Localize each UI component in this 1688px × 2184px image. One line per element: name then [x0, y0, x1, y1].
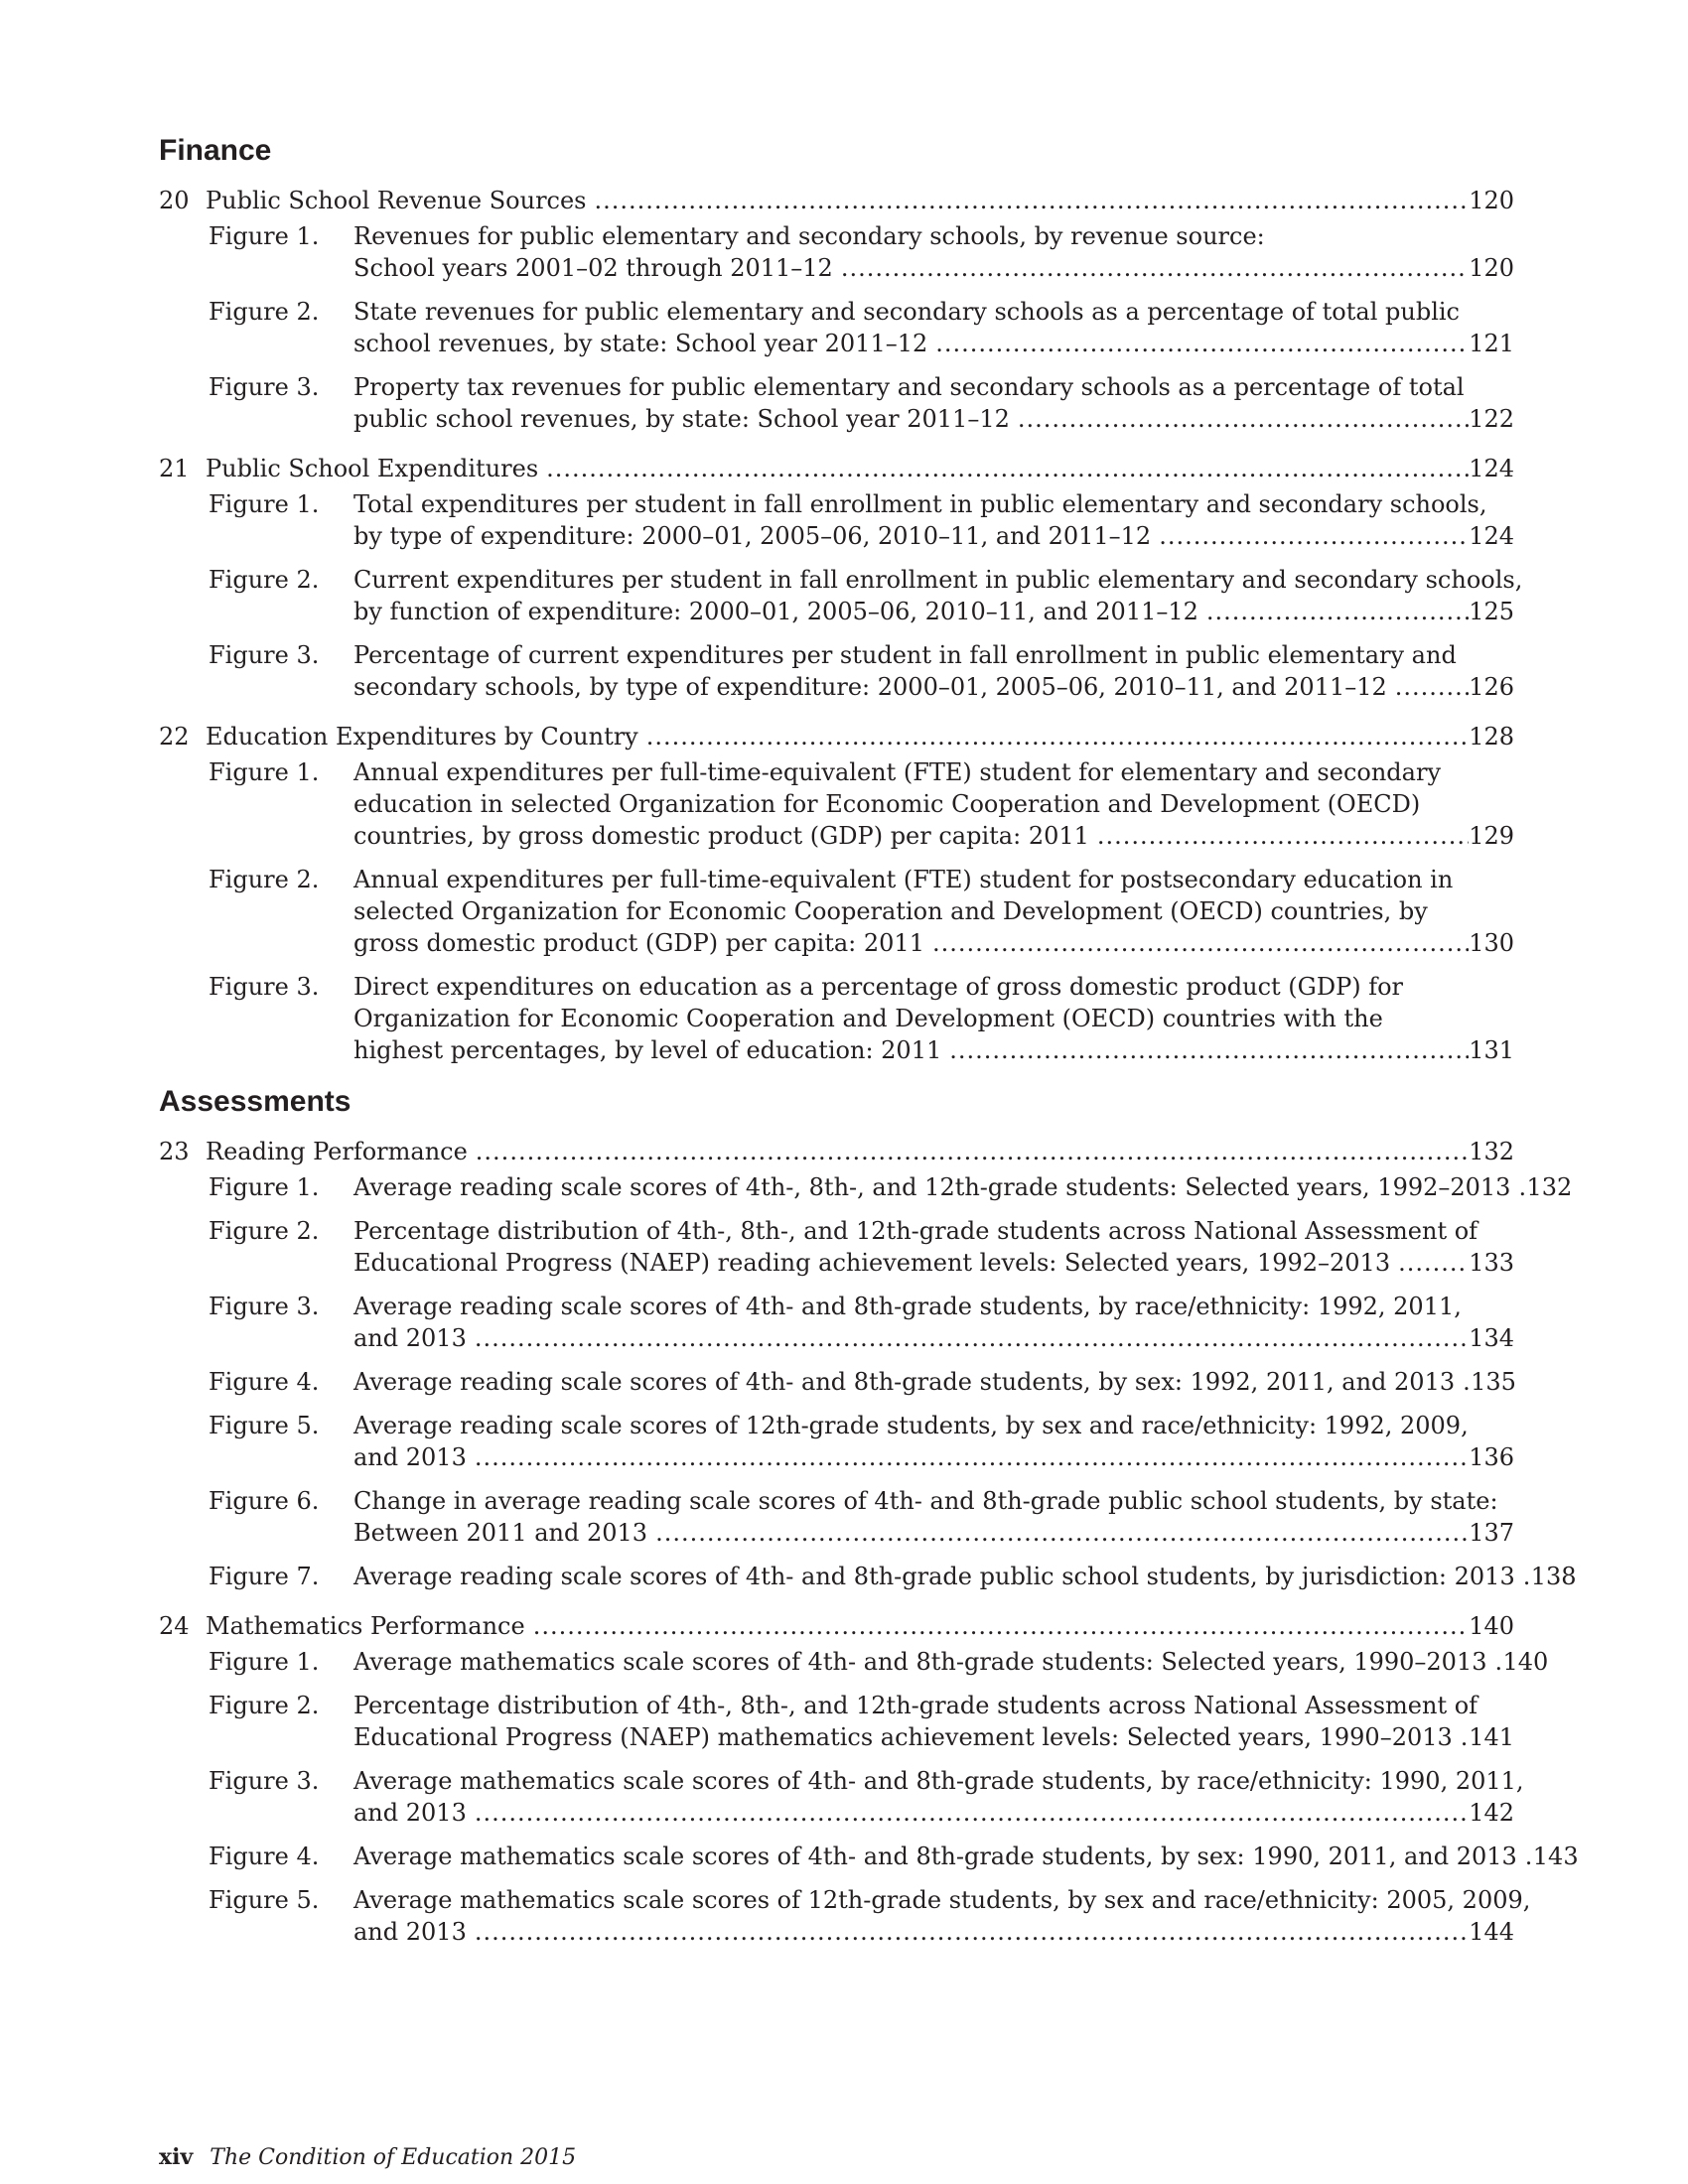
- figure-caption: [353, 1646, 1549, 1678]
- page-number[interactable]: 135: [1471, 1368, 1516, 1396]
- indicator-title[interactable]: Education Expenditures by Country: [206, 723, 638, 751]
- figure-caption: [353, 371, 1514, 435]
- dot-leader: [525, 1606, 1470, 1646]
- figure-entry[interactable]: [159, 1291, 1514, 1354]
- figure-caption: [353, 1561, 1577, 1592]
- page-number[interactable]: 131: [1469, 1036, 1514, 1064]
- figure-label: Figure 5.: [209, 1886, 320, 1914]
- figure-caption-line: Organization for Economic Cooperation and Development (OECD) countries with the: [353, 1005, 1383, 1032]
- figure-label: Figure 7.: [209, 1563, 320, 1590]
- page-number[interactable]: 137: [1469, 1519, 1514, 1547]
- figure-caption-line: selected Organization for Economic Cooperation and Development (OECD) countries, by: [353, 897, 1428, 925]
- figure-label: Figure 2.: [209, 298, 320, 326]
- figure-label: Figure 3.: [209, 373, 320, 401]
- figure-caption-line: Average reading scale scores of 4th- and 8th-grade public school students, by jurisdiction: 2013: [353, 1563, 1515, 1590]
- figure-entry[interactable]: [159, 488, 1514, 552]
- figure-caption: [353, 296, 1514, 359]
- figure-caption-line: and 2013: [353, 1324, 467, 1352]
- figure-caption-line: countries, by gross domestic product (GDP) per capita: 2011: [353, 822, 1089, 850]
- figure-caption-line: and 2013: [353, 1799, 467, 1827]
- dot-leader: [1198, 596, 1469, 627]
- indicator-number: 20: [159, 187, 190, 214]
- figure-caption-last-line: [353, 820, 1514, 852]
- figure-caption-line: and 2013: [353, 1918, 467, 1946]
- page-number[interactable]: 134: [1469, 1324, 1514, 1352]
- figure-entry[interactable]: [159, 296, 1514, 359]
- indicator-title[interactable]: Public School Expenditures: [206, 455, 539, 482]
- figure-caption-line: secondary schools, by type of expenditure: 2000–01, 2005–06, 2010–11, and 2011–12: [353, 673, 1387, 701]
- figure-entry[interactable]: [159, 756, 1514, 852]
- figure-entry[interactable]: [159, 1884, 1531, 1948]
- figure-entry[interactable]: [159, 1841, 1579, 1872]
- figure-caption-last-line: [353, 1366, 1514, 1398]
- figure-caption: [353, 864, 1514, 959]
- figure-entry[interactable]: [159, 371, 1514, 435]
- indicator-heading[interactable]: [159, 181, 1514, 220]
- figure-caption: [353, 1410, 1514, 1473]
- indicator-title[interactable]: Public School Revenue Sources: [206, 187, 587, 214]
- indicator-entry: [159, 449, 1523, 703]
- page-number[interactable]: 138: [1530, 1563, 1577, 1590]
- dot-leader: [1517, 1841, 1533, 1872]
- figure-entry[interactable]: [159, 1366, 1514, 1398]
- page-number[interactable]: 136: [1469, 1443, 1514, 1471]
- indicator-number: 22: [159, 723, 190, 751]
- dot-leader: [924, 927, 1469, 959]
- dot-leader: [587, 181, 1470, 220]
- figure-caption-last-line: [353, 1517, 1514, 1549]
- figure-caption-last-line: [353, 671, 1514, 703]
- figure-caption-line: education in selected Organization for Economic Cooperation and Development (OECD): [353, 790, 1421, 818]
- figure-entry[interactable]: [159, 1171, 1573, 1203]
- page-number[interactable]: 140: [1469, 1612, 1514, 1640]
- dot-leader: [1089, 820, 1469, 852]
- figure-caption-line: Revenues for public elementary and secondary schools, by revenue source:: [353, 222, 1265, 250]
- footer-publication-title: The Condition of Education 2015: [210, 2145, 577, 2170]
- dot-leader: [467, 1916, 1469, 1948]
- indicator-number: 21: [159, 455, 190, 482]
- figure-entry[interactable]: [159, 1646, 1549, 1678]
- figure-caption-line: Change in average reading scale scores of 4th- and 8th-grade public school students, by state:: [353, 1487, 1498, 1515]
- figure-entry[interactable]: [159, 220, 1514, 284]
- figure-label: Figure 3.: [209, 1293, 320, 1320]
- figure-caption: [353, 1366, 1514, 1398]
- figure-label: Figure 3.: [209, 641, 320, 669]
- figure-caption-line: by function of expenditure: 2000–01, 2005–06, 2010–11, and 2011–12: [353, 598, 1198, 625]
- indicator-heading[interactable]: [159, 1606, 1514, 1646]
- figure-caption-last-line: [353, 1841, 1579, 1872]
- dot-leader: [1455, 1366, 1471, 1398]
- figure-entry[interactable]: [159, 864, 1514, 959]
- page-number[interactable]: 132: [1526, 1173, 1573, 1201]
- dot-leader: [941, 1034, 1469, 1066]
- figure-entry[interactable]: [159, 1410, 1514, 1473]
- figure-label: Figure 2.: [209, 1692, 320, 1719]
- page-number[interactable]: 122: [1469, 405, 1514, 433]
- figure-entry[interactable]: [159, 564, 1523, 627]
- figure-caption-line: School years 2001–02 through 2011–12: [353, 254, 833, 282]
- figure-caption-last-line: [353, 252, 1514, 284]
- figure-caption-last-line: [353, 328, 1514, 359]
- figure-label: Figure 2.: [209, 866, 320, 893]
- figure-caption-last-line: [353, 1034, 1514, 1066]
- indicator-entry: [159, 181, 1514, 435]
- page-number[interactable]: 120: [1469, 187, 1514, 214]
- figure-caption-last-line: [353, 1171, 1573, 1203]
- figure-caption-last-line: [353, 1322, 1514, 1354]
- dot-leader: [1487, 1646, 1503, 1678]
- page-number[interactable]: 124: [1469, 455, 1514, 482]
- figure-caption-last-line: [353, 596, 1514, 627]
- dot-leader: [1010, 403, 1469, 435]
- figure-caption: [353, 639, 1514, 703]
- indicator-heading[interactable]: [159, 449, 1514, 488]
- dot-leader: [1151, 520, 1469, 552]
- figure-entry[interactable]: [159, 1765, 1524, 1829]
- figure-caption-line: Educational Progress (NAEP) reading achievement levels: Selected years, 1992–2013: [353, 1249, 1391, 1277]
- figure-caption-line: Average mathematics scale scores of 12th-grade students, by sex and race/ethnicity: 2005, 2009,: [353, 1886, 1531, 1914]
- page-number[interactable]: 126: [1469, 673, 1514, 701]
- figure-caption: [353, 1765, 1524, 1829]
- figure-caption-last-line: [353, 1721, 1514, 1753]
- figure-caption-line: by type of expenditure: 2000–01, 2005–06, 2010–11, and 2011–12: [353, 522, 1152, 550]
- figure-caption: [353, 564, 1523, 627]
- dot-leader: [468, 1132, 1469, 1171]
- dot-leader: [538, 449, 1469, 488]
- figure-caption-line: Annual expenditures per full-time-equivalent (FTE) student for elementary and secondary: [353, 758, 1441, 786]
- page-number[interactable]: 128: [1469, 723, 1514, 751]
- indicator-title[interactable]: Mathematics Performance: [206, 1612, 525, 1640]
- page-number[interactable]: 124: [1469, 522, 1514, 550]
- indicator-entry: [159, 1132, 1577, 1592]
- page-number[interactable]: 140: [1502, 1648, 1549, 1676]
- figure-caption-line: State revenues for public elementary and secondary schools as a percentage of total public: [353, 298, 1460, 326]
- page-number[interactable]: 130: [1469, 929, 1514, 957]
- figure-label: Figure 5.: [209, 1412, 320, 1439]
- figure-caption: [353, 1171, 1573, 1203]
- figure-caption-line: Annual expenditures per full-time-equivalent (FTE) student for postsecondary education in: [353, 866, 1454, 893]
- figure-entry[interactable]: [159, 971, 1514, 1066]
- page-number[interactable]: 129: [1469, 822, 1514, 850]
- figure-caption: [353, 756, 1514, 852]
- figure-label: Figure 2.: [209, 1217, 320, 1245]
- figure-caption-line: Between 2011 and 2013: [353, 1519, 648, 1547]
- figure-caption: [353, 220, 1514, 284]
- figure-label: Figure 4.: [209, 1368, 320, 1396]
- dot-leader: [638, 717, 1469, 756]
- figure-caption-line: Current expenditures per student in fall enrollment in public elementary and secondary schools,: [353, 566, 1523, 594]
- figure-label: Figure 1.: [209, 1173, 320, 1201]
- figure-caption: [353, 1485, 1514, 1549]
- dot-leader: [647, 1517, 1469, 1549]
- figure-caption-last-line: [353, 520, 1514, 552]
- indicator-number: 23: [159, 1138, 190, 1165]
- figure-caption-last-line: [353, 1247, 1514, 1279]
- dot-leader: [1510, 1171, 1526, 1203]
- figure-caption-last-line: [353, 1916, 1514, 1948]
- figure-caption: [353, 488, 1514, 552]
- indicator-heading[interactable]: [159, 717, 1514, 756]
- figure-caption-last-line: [353, 403, 1514, 435]
- figure-caption-line: Average reading scale scores of 4th-, 8th-, and 12th-grade students: Selected years, 1992–2013: [353, 1173, 1511, 1201]
- figure-caption-line: Average reading scale scores of 4th- and 8th-grade students, by sex: 1992, 2011, and 2013: [353, 1368, 1456, 1396]
- figure-entry[interactable]: [159, 1561, 1577, 1592]
- figure-caption-line: and 2013: [353, 1443, 467, 1471]
- page-footer: [159, 2144, 576, 2170]
- footer-page-number: xiv: [159, 2144, 194, 2170]
- figure-caption-last-line: [353, 927, 1514, 959]
- dot-leader: [1515, 1561, 1531, 1592]
- figure-caption-line: Average reading scale scores of 4th- and 8th-grade students, by race/ethnicity: 1992, 2011,: [353, 1293, 1462, 1320]
- section-title: Finance: [159, 134, 272, 167]
- figure-caption-line: Percentage distribution of 4th-, 8th-, and 12th-grade students across National Assessment of: [353, 1692, 1478, 1719]
- indicator-number: 24: [159, 1612, 190, 1640]
- dot-leader: [467, 1322, 1469, 1354]
- dot-leader: [1453, 1721, 1469, 1753]
- figure-caption: [353, 1841, 1579, 1872]
- figure-caption: [353, 1690, 1514, 1753]
- indicator-entry: [159, 1606, 1579, 1948]
- dot-leader: [467, 1797, 1469, 1829]
- figure-caption-line: public school revenues, by state: School year 2011–12: [353, 405, 1010, 433]
- figure-caption-line: Percentage of current expenditures per student in fall enrollment in public elementary and: [353, 641, 1457, 669]
- indicator-heading[interactable]: [159, 1132, 1514, 1171]
- figure-caption-last-line: [353, 1441, 1514, 1473]
- figure-caption: [353, 1291, 1514, 1354]
- figure-entry[interactable]: [159, 639, 1514, 703]
- figure-label: Figure 6.: [209, 1487, 320, 1515]
- figure-label: Figure 3.: [209, 973, 320, 1001]
- dot-leader: [467, 1441, 1469, 1473]
- page-number[interactable]: 125: [1469, 598, 1514, 625]
- figure-caption-line: Direct expenditures on education as a percentage of gross domestic product (GDP) for: [353, 973, 1404, 1001]
- figure-entry[interactable]: [159, 1485, 1514, 1549]
- figure-label: Figure 1.: [209, 222, 320, 250]
- figure-label: Figure 4.: [209, 1843, 320, 1870]
- figure-caption-line: school revenues, by state: School year 2011–12: [353, 330, 928, 357]
- page-number[interactable]: 132: [1469, 1138, 1514, 1165]
- figure-entry[interactable]: [159, 1215, 1514, 1279]
- figure-caption-line: Average mathematics scale scores of 4th- and 8th-grade students, by race/ethnicity: 1990, 2011,: [353, 1767, 1524, 1795]
- figure-caption-line: gross domestic product (GDP) per capita: 2011: [353, 929, 924, 957]
- dot-leader: [833, 252, 1469, 284]
- page-number[interactable]: 144: [1469, 1918, 1514, 1946]
- figure-label: Figure 1.: [209, 490, 320, 518]
- figure-label: Figure 1.: [209, 1648, 320, 1676]
- figure-caption-line: Percentage distribution of 4th-, 8th-, and 12th-grade students across National Assessment of: [353, 1217, 1478, 1245]
- page-number[interactable]: 142: [1469, 1799, 1514, 1827]
- dot-leader: [1390, 1247, 1469, 1279]
- section-title: Assessments: [159, 1085, 352, 1118]
- figure-caption-line: Total expenditures per student in fall enrollment in public elementary and secondary schools,: [353, 490, 1487, 518]
- figure-label: Figure 3.: [209, 1767, 320, 1795]
- table-of-contents: [159, 129, 1579, 1962]
- figure-caption-last-line: [353, 1646, 1549, 1678]
- figure-caption: [353, 971, 1514, 1066]
- figure-caption: [353, 1884, 1531, 1948]
- page-number[interactable]: 120: [1469, 254, 1514, 282]
- figure-caption-line: Property tax revenues for public elementary and secondary schools as a percentage of total: [353, 373, 1465, 401]
- figure-caption-line: Average mathematics scale scores of 4th- and 8th-grade students, by sex: 1990, 2011, and 2013: [353, 1843, 1517, 1870]
- page-number[interactable]: 143: [1532, 1843, 1579, 1870]
- figure-caption-line: highest percentages, by level of education: 2011: [353, 1036, 942, 1064]
- indicator-title[interactable]: Reading Performance: [206, 1138, 468, 1165]
- figure-caption-last-line: [353, 1561, 1577, 1592]
- figure-entry[interactable]: [159, 1690, 1514, 1753]
- figure-caption-line: Educational Progress (NAEP) mathematics achievement levels: Selected years, 1990–2013: [353, 1723, 1453, 1751]
- figure-caption: [353, 1215, 1514, 1279]
- indicator-entry: [159, 717, 1514, 1066]
- dot-leader: [1387, 671, 1469, 703]
- dot-leader: [927, 328, 1469, 359]
- page-number[interactable]: 121: [1469, 330, 1514, 357]
- figure-caption-line: Average mathematics scale scores of 4th- and 8th-grade students: Selected years, 1990–2013: [353, 1648, 1487, 1676]
- figure-label: Figure 2.: [209, 566, 320, 594]
- page-number[interactable]: 133: [1469, 1249, 1514, 1277]
- figure-label: Figure 1.: [209, 758, 320, 786]
- page-number[interactable]: 141: [1469, 1723, 1514, 1751]
- figure-caption-last-line: [353, 1797, 1514, 1829]
- figure-caption-line: Average reading scale scores of 12th-grade students, by sex and race/ethnicity: 1992, 2009,: [353, 1412, 1469, 1439]
